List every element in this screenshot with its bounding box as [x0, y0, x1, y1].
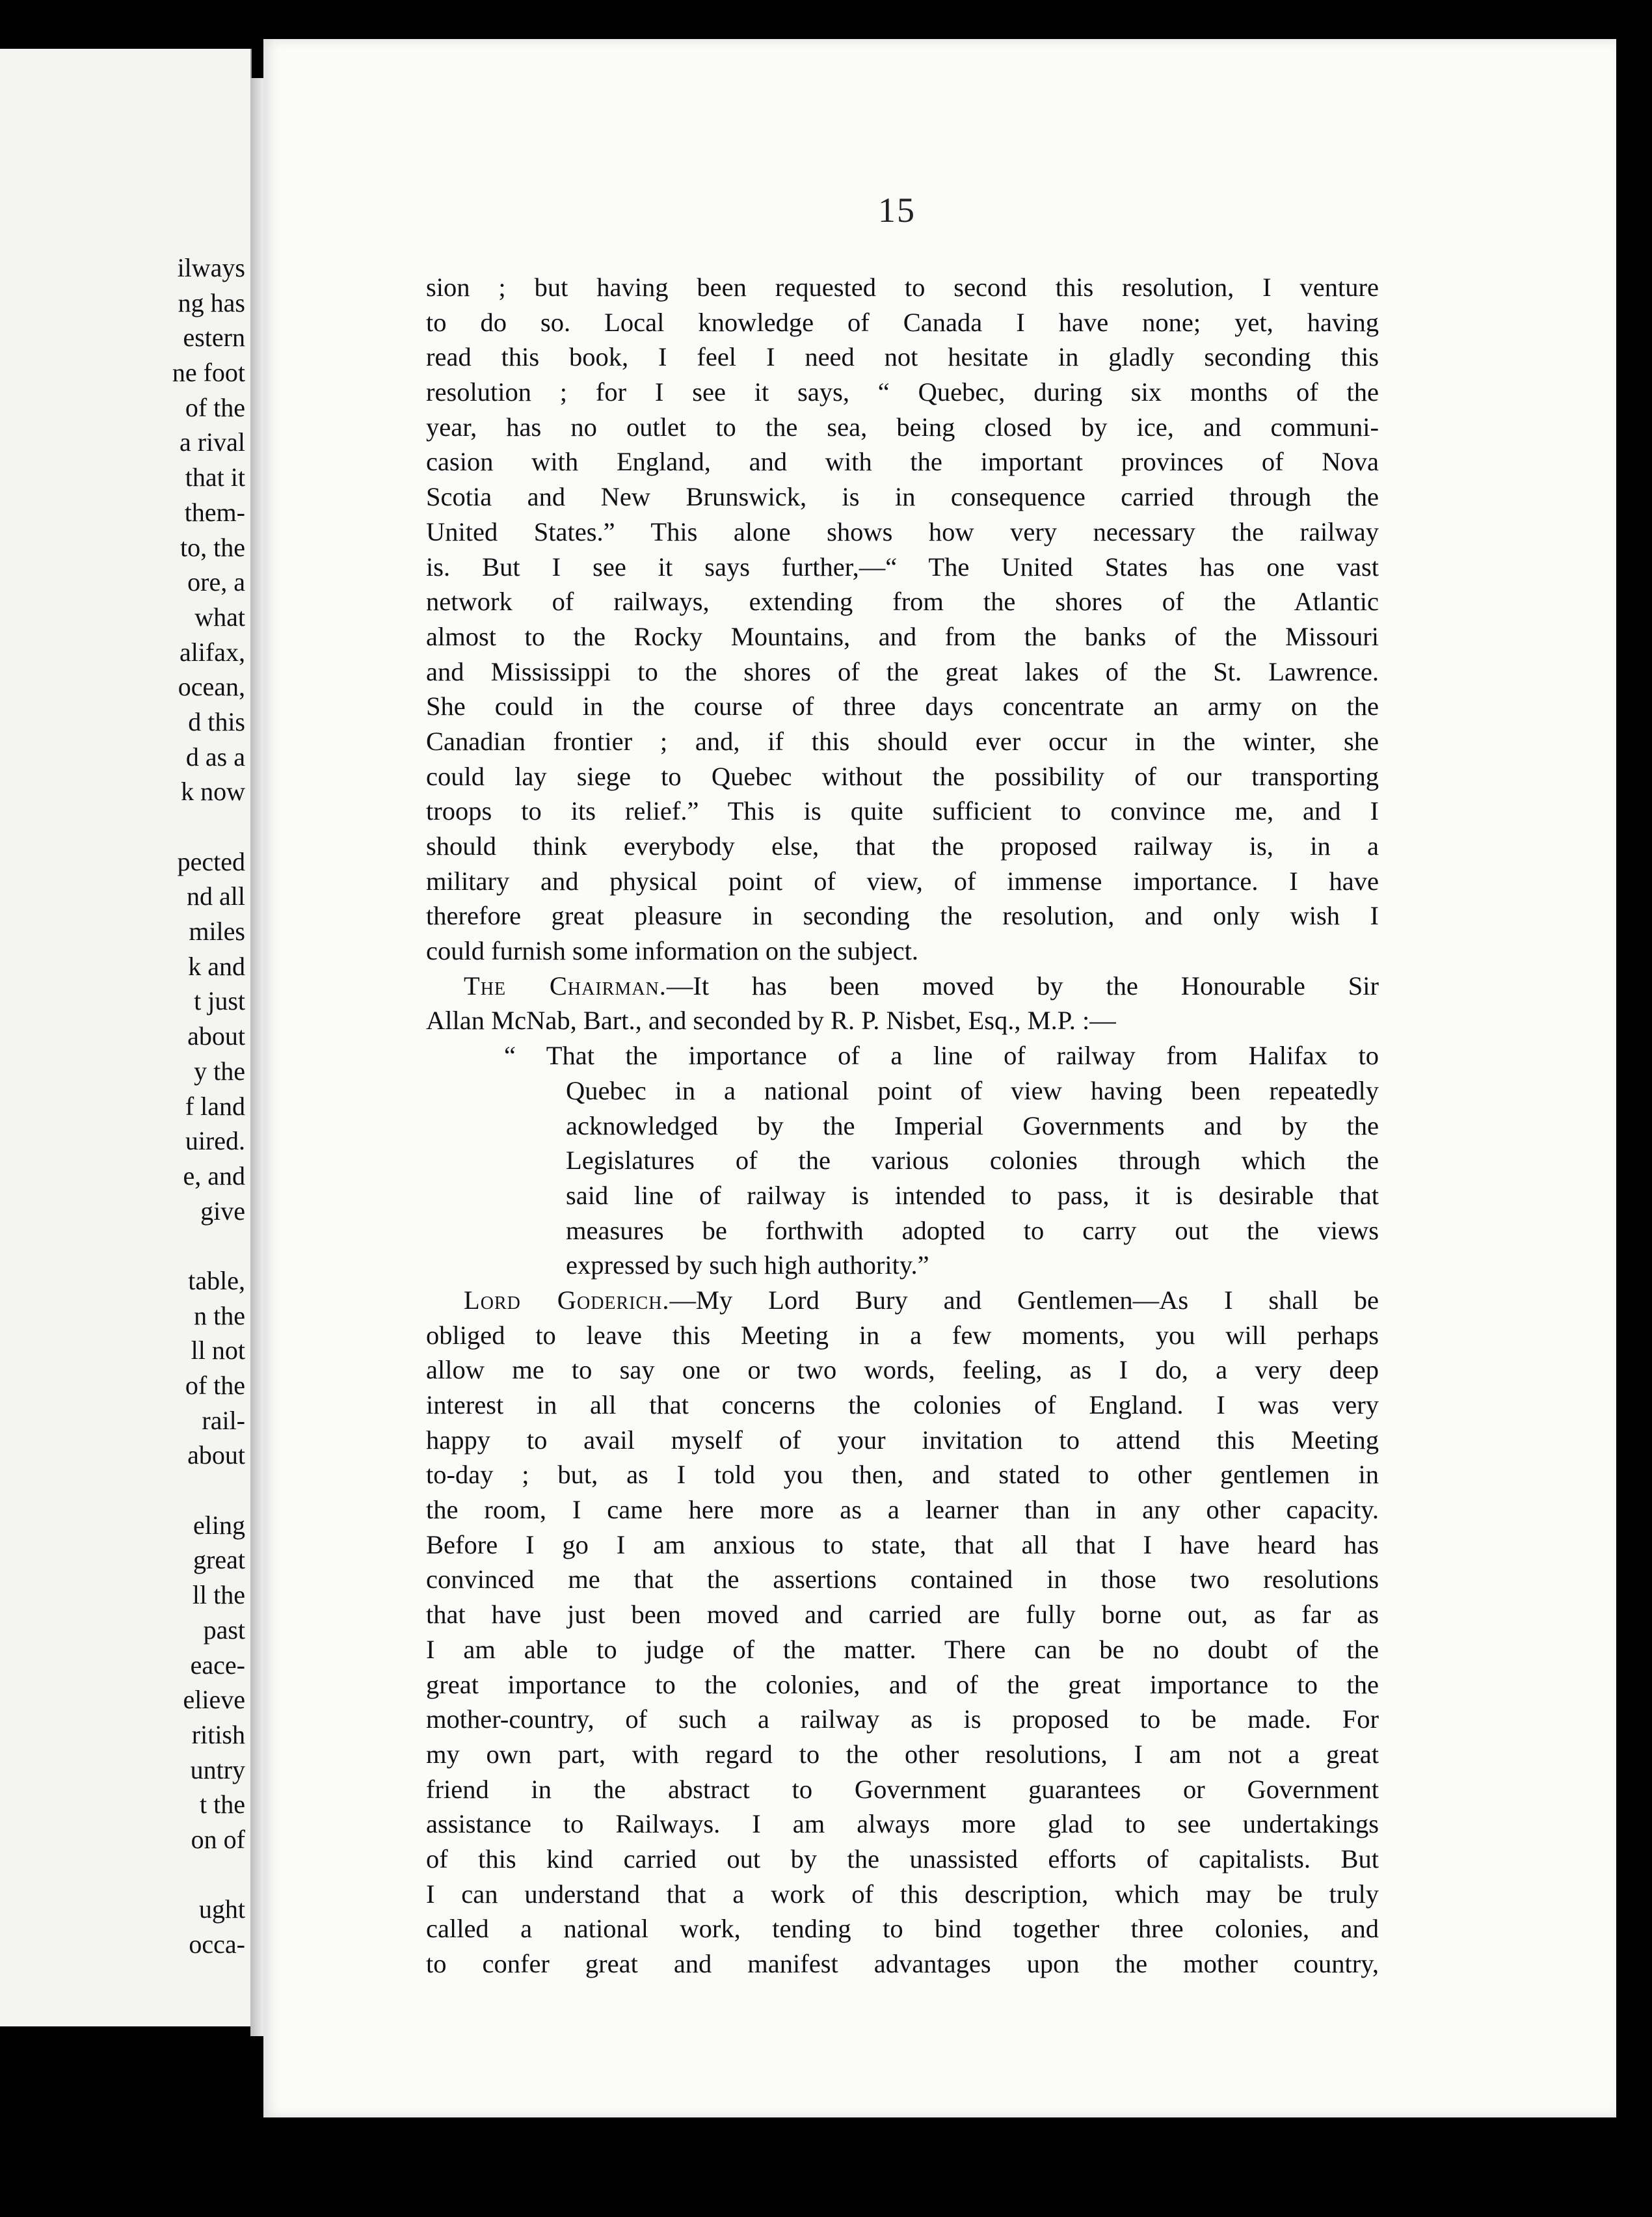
left-fragment-line: ore, a	[187, 567, 245, 597]
text-line: to confer great and manifest advantages upon the mother country,	[426, 1949, 1379, 1978]
text-line: allow me to say one or two words, feeling, as I do, a very deep	[426, 1355, 1379, 1385]
text-line: to-day ; but, as I told you then, and stated to other gentlemen in	[426, 1460, 1379, 1490]
left-page-fragment	[0, 49, 252, 2026]
text-line: obliged to leave this Meeting in a few moments, you will perhaps	[426, 1320, 1379, 1350]
text-line: the room, I came here more as a learner than in any other capacity.	[426, 1495, 1379, 1525]
left-fragment-line: about	[187, 1021, 245, 1051]
text-line: interest in all that concerns the colonies of England. I was very	[426, 1390, 1379, 1419]
left-fragment-line: past	[203, 1615, 245, 1645]
resolution-line: said line of railway is intended to pass, it is desirable that	[566, 1180, 1379, 1210]
text-line: I can understand that a work of this description, which may be truly	[426, 1879, 1379, 1909]
text-line: could lay siege to Quebec without the possibility of our transporting	[426, 761, 1379, 791]
speaker-name: The Chairman.	[464, 971, 667, 1001]
text-line: Before I go I am anxious to state, that all that I have heard has	[426, 1529, 1379, 1559]
text-line: read this book, I feel I need not hesitate in gladly seconding this	[426, 342, 1379, 372]
page-number: 15	[878, 191, 916, 230]
left-fragment-line: of the	[185, 1371, 245, 1400]
resolution-line: measures be forthwith adopted to carry out the views	[566, 1215, 1379, 1245]
left-fragment-line: table,	[188, 1265, 245, 1295]
left-fragment-line: of the	[185, 392, 245, 422]
paragraph-nisbet	[426, 270, 1379, 969]
text-line: of this kind carried out by the unassisted efforts of capitalists. But	[426, 1844, 1379, 1874]
text-line: year, has no outlet to the sea, being closed by ice, and communi-	[426, 412, 1379, 442]
left-fragment-line: occa-	[189, 1929, 245, 1959]
left-fragment-line: to, the	[180, 532, 245, 562]
left-fragment-line: untry	[190, 1754, 245, 1784]
left-fragment-line: give	[200, 1196, 245, 1226]
left-fragment-line: ll not	[191, 1336, 245, 1365]
text-line: United States.” This alone shows how very necessary the railway	[426, 517, 1379, 546]
text-line: happy to avail myself of your invitation to attend this Meeting	[426, 1425, 1379, 1455]
left-fragment-line: nd all	[187, 881, 245, 911]
left-fragment-line: estern	[183, 323, 245, 353]
text-line: assistance to Railways. I am always more glad to see undertakings	[426, 1809, 1379, 1839]
left-fragment-line: y the	[194, 1056, 245, 1086]
left-fragment-line: n the	[194, 1300, 245, 1330]
left-fragment-line: great	[193, 1545, 245, 1575]
text-line: and Mississippi to the shores of the great lakes of the St. Lawrence.	[426, 656, 1379, 686]
text-line: sion ; but having been requested to second this resolution, I venture	[426, 273, 1379, 302]
text-line: great importance to the colonies, and of the great importance to the	[426, 1669, 1379, 1699]
text-line: resolution ; for I see it says, “ Quebec, during six months of the	[426, 377, 1379, 407]
chairman-line-1	[426, 969, 1379, 1004]
left-fragment-line: uired.	[185, 1126, 245, 1156]
left-fragment-line: ll the	[192, 1580, 245, 1610]
resolution-quote	[426, 1038, 1379, 1283]
left-fragment-line: ritish	[191, 1719, 245, 1749]
chairman-line-2: Allan McNab, Bart., and seconded by R. P. Nisbet, Esq., M.P. :—	[426, 1006, 1116, 1036]
left-fragment-line	[50, 809, 245, 844]
text-line: my own part, with regard to the other resolutions, I am not a great	[426, 1739, 1379, 1769]
paragraph-goderich	[426, 1318, 1379, 1982]
left-fragment-line: a rival	[179, 427, 245, 457]
text-line: I am able to judge of the matter. There can be no doubt of the	[426, 1634, 1379, 1664]
text-line: casion with England, and with the important provinces of Nova	[426, 447, 1379, 477]
text-line: that have just been moved and carried are fully borne out, as far as	[426, 1600, 1379, 1630]
resolution-line: Legislatures of the various colonies through which the	[566, 1146, 1379, 1176]
left-fragment-line: on of	[191, 1824, 245, 1854]
text-line: to do so. Local knowledge of Canada I have none; yet, having	[426, 307, 1379, 337]
resolution-line: Quebec in a national point of view having been repeatedly	[566, 1075, 1379, 1105]
left-fragment-line: that it	[185, 463, 245, 492]
left-fragment-line: miles	[189, 917, 245, 947]
text-line: military and physical point of view, of immense importance. I have	[426, 866, 1379, 896]
text-line: mother-country, of such a railway as is proposed to be made. For	[426, 1704, 1379, 1734]
left-fragment-line: ng has	[178, 288, 245, 317]
left-fragment-line: eling	[193, 1510, 245, 1540]
left-fragment-line	[50, 1473, 245, 1508]
left-fragment-line: ught	[198, 1894, 245, 1924]
left-fragment-line: f land	[185, 1091, 245, 1121]
left-fragment-line: pected	[177, 846, 245, 876]
page-body	[426, 270, 1379, 1982]
text-line: She could in the course of three days concentrate an army on the	[426, 692, 1379, 721]
speaker-name: Lord Goderich.	[464, 1285, 670, 1315]
left-fragment-line	[50, 1228, 245, 1263]
left-fragment-line: eace-	[190, 1650, 245, 1680]
text-line: troops to its relief.” This is quite sufficient to convince me, and I	[426, 796, 1379, 826]
resolution-line: “ That the importance of a line of railway from Halifax to	[504, 1041, 1379, 1071]
text-line: could furnish some information on the subject.	[426, 936, 918, 966]
text-line: Scotia and New Brunswick, is in consequence carried through the	[426, 482, 1379, 512]
resolution-line: acknowledged by the Imperial Governments and by the	[566, 1110, 1379, 1140]
left-fragment-line: elieve	[183, 1685, 245, 1715]
left-fragment-line: k and	[188, 951, 245, 981]
left-fragment-line: ilways	[177, 253, 245, 282]
left-fragment-line: ne foot	[172, 358, 245, 388]
text-line: called a national work, tending to bind together three colonies, and	[426, 1914, 1379, 1944]
left-fragment-line: t just	[194, 986, 245, 1016]
left-fragment-line: rail-	[202, 1405, 245, 1435]
goderich-line-1	[426, 1283, 1379, 1318]
left-fragment-line: d this	[188, 706, 245, 736]
text-line: friend in the abstract to Government guarantees or Government	[426, 1774, 1379, 1804]
left-fragment-line: ocean,	[178, 672, 245, 702]
goderich-text: —My Lord Bury and Gentlemen—As I shall be	[669, 1285, 1379, 1315]
text-line: Canadian frontier ; and, if this should ever occur in the winter, she	[426, 726, 1379, 756]
left-page-text	[50, 250, 245, 1962]
left-fragment-line: what	[194, 602, 245, 632]
left-fragment-line: d as a	[185, 742, 245, 772]
text-line: is. But I see it says further,—“ The United States has one vast	[426, 552, 1379, 582]
chairman-text: —It has been moved by the Honourable Sir	[666, 971, 1379, 1001]
left-fragment-line: e, and	[183, 1161, 245, 1190]
text-line: therefore great pleasure in seconding the resolution, and only wish I	[426, 901, 1379, 931]
left-fragment-line: about	[187, 1440, 245, 1470]
text-line: almost to the Rocky Mountains, and from the banks of the Missouri	[426, 621, 1379, 651]
text-line: should think everybody else, that the proposed railway is, in a	[426, 831, 1379, 861]
left-fragment-line: alifax,	[179, 637, 245, 667]
left-fragment-line: t the	[200, 1790, 245, 1820]
text-line: convinced me that the assertions contained in those two resolutions	[426, 1565, 1379, 1594]
text-line: network of railways, extending from the shores of the Atlantic	[426, 587, 1379, 617]
left-fragment-line: them-	[184, 497, 245, 527]
left-fragment-line	[50, 1857, 245, 1892]
resolution-line: expressed by such high authority.”	[566, 1250, 929, 1280]
left-fragment-line: k now	[181, 777, 245, 807]
